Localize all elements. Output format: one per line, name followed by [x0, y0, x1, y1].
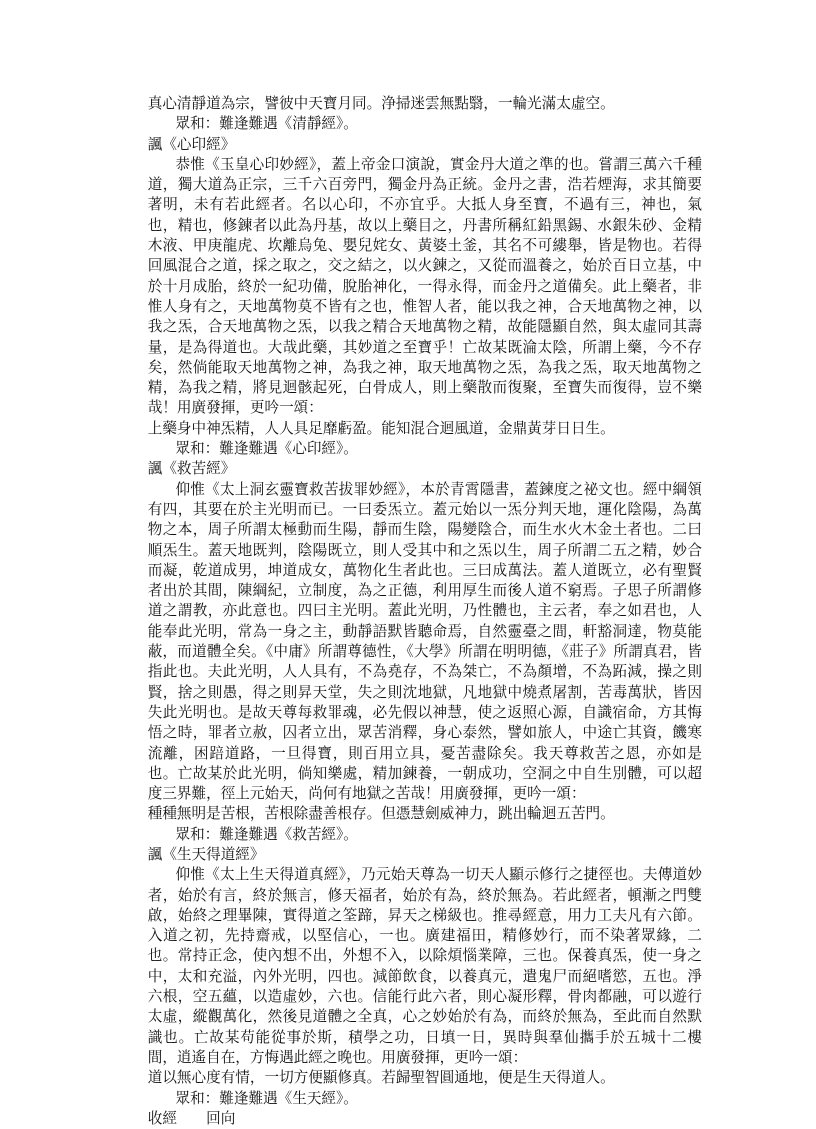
- heading-shengtian: 諷《生天得道經》: [147, 845, 265, 863]
- heading-xinyin: 諷《心印經》: [147, 135, 236, 153]
- chorus-qingjing: 眾和：難逢難遇《清靜經》。: [175, 115, 358, 133]
- closing-line: 收經 回向: [147, 1109, 236, 1127]
- chorus-jiuku: 眾和：難逢難遇《救苦經》。: [175, 825, 358, 843]
- body-jiuku: 仰惟《太上洞玄靈寶救苦拔罪妙經》，本於青霄隱書，蓋鍊度之祕文也。經中綱領有四，其要在於主光明而已。一曰委炁立。蓋元始以一炁分判天地，運化陰陽，為萬物之本，周子所謂太極動而生陽，靜而生陰，陽變陰合，而生水火木金土者也。二曰順炁生。蓋天地既判，陰陽既立，則人受其中和之炁以生，周子所謂二五之精，妙合而凝，乾道成男，坤道成女，萬物化生者此也。三曰成萬法。蓋人道既立，必有聖賢者出於其間，陳綱紀，立制度，為之正德，利用厚生而後人道不窮焉。子思子所謂修道之謂教，亦此意也。四曰主光明。蓋此光明，乃性體也，主云者，奉之如君也，人能奉此光明，常為一身之主，動靜語默皆聽命焉，自然靈臺之間，軒豁洞達，物莫能蔽，而道體全矣。《中庸》所謂尊德性，《大學》所謂在明明德，《莊子》所謂真君，皆指此也。夫此光明，人人具有，不為堯存，不為桀亡，不為顏增，不為跖減，操之則賢，捨之則愚，得之則昇天堂，失之則沈地獄，凡地獄中燒煮屠割，苦毒萬狀，皆因失此光明也。是故天尊每救罪魂，必先假以神慧，使之返照心源，自識宿命，方其悔悟之時，罪者立赦，囚者立出，眾苦消釋，身心泰然，譬如旅人，中途亡其資，饑寒流離，困踣道路，一旦得寶，則百用立具，憂苦盡除矣。我天尊救苦之恩，亦如是也。亡故某於此光明，倘知樂處，精加鍊養，一朝成功，空洞之中自生別體，可以超度三界難，徑上元始天，尚何有地獄之苦哉！用廣發揮，更吟一頌：: [147, 480, 702, 803]
- body-xinyin: 恭惟《玉皇心印妙經》，蓋上帝金口演說，實金丹大道之準的也。嘗謂三萬六千種道，獨大道為正宗，三千六百旁門，獨金丹為正統。金丹之書，浩若煙海，求其簡要著明，未有若此經者。名以心印，不亦宜乎。大抵人身至寶，不過有三，神也，氣也，精也，修鍊者以此為丹基，故以上藥目之，丹書所稱紅鉛黑錫、水銀朱砂、金精木液、甲庚龍虎、坎離烏兔、嬰兒姹女、黃婆土釜，其名不可縷舉，皆是物也。若得回風混合之道，採之取之，交之結之，以火鍊之，又從而溫養之，始於百日立基，中於十月成胎，終於一紀功備，脫胎神化，一得永得，而金丹之道備矣。此上藥者，非惟人身有之，天地萬物莫不皆有之也，惟智人者，能以我之神，合天地萬物之神，以我之炁，合天地萬物之炁，以我之精合天地萬物之精，故能隱顯自然，與太虛同其壽量，是為得道也。大哉此藥，其妙道之至寶乎！亡故某既淪太陰，所謂上藥，今不存矣，然倘能取天地萬物之神，為我之神，取天地萬物之炁，為我之炁，取天地萬物之精，為我之精，將見迴骸起死，白骨成人，則上藥散而復聚，至寶失而復得，豈不樂哉！用廣發揮，更吟一頌：: [147, 155, 702, 417]
- verse-xinyin: 上藥身中神炁精，人人具足靡虧盈。能知混合迴風道，金鼎黃芽日日生。: [147, 419, 615, 437]
- document-page: [120, 94, 702, 1129]
- heading-jiuku: 諷《救苦經》: [147, 460, 236, 478]
- verse-shengtian: 道以無心度有情，一切方便顯修真。若歸聖智圓通地，便是生天得道人。: [147, 1069, 615, 1087]
- verse-jiuku: 種種無明是苦根，苦根除盡善根存。但憑慧劍威神力，跳出輪迴五苦門。: [147, 805, 615, 823]
- chorus-shengtian: 眾和：難逢難遇《生天經》。: [175, 1089, 358, 1107]
- chorus-xinyin: 眾和：難逢難遇《心印經》。: [175, 440, 358, 458]
- verse-qingjing: 真心清靜道為宗，譬彼中天寶月同。浄掃迷雲無點翳，一輪光滿太虛空。: [147, 95, 615, 112]
- body-shengtian: 仰惟《太上生天得道真經》，乃元始天尊為一切天人顯示修行之捷徑也。夫傳道妙者，始於有言，終於無言，修天福者，始於有為，終於無為。若此經者，頓漸之門雙啟，始終之理畢陳，實得道之筌蹄，昇天之梯級也。推尋經意，用力工夫凡有六節。入道之初，先持齋戒，以堅信心，一也。廣建福田，精修妙行，而不染著眾緣，二也。常持正念，使內想不出，外想不入，以除煩惱業障，三也。保養真炁，使一身之中，太和充溢，內外光明，四也。減節飲食，以養真元，遣鬼尸而絕嗜慾，五也。淨六根，空五蘊，以造虛妙，六也。信能行此六者，則心凝形釋，骨肉都融，可以遊行太虛，縱觀萬化，然後見道體之全真，心之妙始於有為，而終於無為，至此而自然默識也。亡故某苟能從事於斯，積學之功，日填一日，異時與羣仙攜手於五城十二樓間，逍遙自在，方悔遇此經之晚也。用廣發揮，更吟一頌：: [147, 866, 702, 1066]
